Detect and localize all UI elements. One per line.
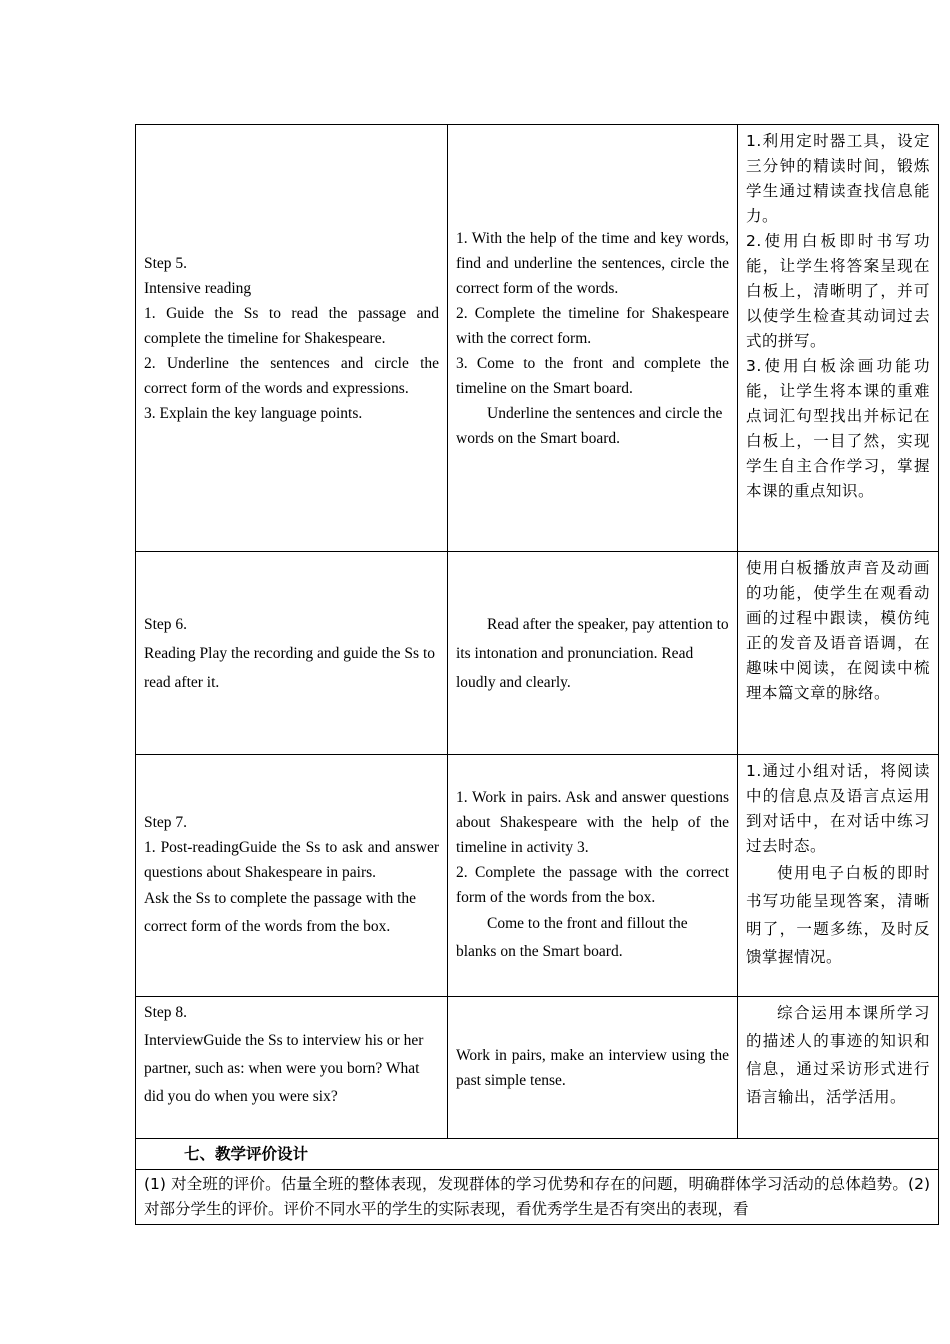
- step-8-teacher-cell: [136, 997, 448, 1139]
- step-title: Step 6.: [144, 615, 188, 633]
- student-activity: Come to the front and fillout the blanks on the Smart board.: [456, 915, 688, 960]
- step-7-design-cell: [738, 755, 939, 997]
- design-intent: 3.使用白板涂画功能功能，让学生将本课的重难点词汇句型找出并标记在白板上，一目了然，实现学生自主合作学习，掌握本课的重点知识。: [746, 357, 930, 500]
- lesson-plan-table: [135, 124, 939, 1225]
- section-title: 七、教学评价设计: [136, 1139, 939, 1170]
- student-activity: Read after the speaker, pay attention to its intonation and pronunciation. Read loudly and clearly.: [456, 615, 729, 691]
- step-8-row: [136, 997, 939, 1139]
- step-7-student-cell: [448, 755, 738, 997]
- design-intent: 1.利用定时器工具，设定三分钟的精读时间，锻炼学生通过精读查找信息能力。: [746, 132, 930, 225]
- step-title: Step 8.: [144, 1004, 188, 1021]
- student-activity: 3. Come to the front and complete the timeline on the Smart board.: [456, 354, 729, 397]
- design-intent: 使用电子白板的即时书写功能呈现答案，清晰明了，一题多练，及时反馈掌握情况。: [746, 864, 930, 966]
- design-intent: 2.使用白板即时书写功能，让学生将答案呈现在白板上，清晰明了，并可以使学生检查其动词过去式的拼写。: [746, 232, 930, 350]
- step-6-design-cell: [738, 552, 939, 755]
- step-5-row: [136, 125, 939, 552]
- teacher-activity: 1. Guide the Ss to read the passage and complete the timeline for Shakespeare.: [144, 304, 439, 347]
- step-6-student-cell: [448, 552, 738, 755]
- step-title: Step 5.: [144, 254, 188, 272]
- student-activity: 2. Complete the passage with the correct form of the words from the box.: [456, 864, 729, 906]
- step-6-row: [136, 552, 939, 755]
- step-name: Reading Play the recording and guide the Ss to read after it.: [144, 644, 435, 691]
- student-activity: 1. With the help of the time and key words, find and underline the sentences, circle the correct form of the words.: [456, 229, 729, 297]
- step-5-teacher-cell: [136, 125, 448, 552]
- student-activity: 1. Work in pairs. Ask and answer questions about Shakespeare with the help of the timeline in activity 3.: [456, 789, 729, 856]
- section-7-heading-row: [136, 1139, 939, 1170]
- step-5-student-cell: [448, 125, 738, 552]
- step-name: Intensive reading: [144, 279, 252, 297]
- design-intent: 使用白板播放声音及动画的功能，使学生在观看动画的过程中跟读，模仿纯正的发音及语音语调，在趣味中阅读，在阅读中梳理本篇文章的脉络。: [746, 559, 930, 702]
- step-7-row: [136, 755, 939, 997]
- student-activity: Underline the sentences and circle the words on the Smart board.: [456, 404, 723, 447]
- step-8-student-cell: [448, 997, 738, 1139]
- evaluation-cell: [136, 1170, 939, 1225]
- design-intent: 综合运用本课所学习的描述人的事迹的知识和信息，通过采访形式进行语言输出，活学活用。: [746, 1004, 930, 1106]
- teacher-activity: 1. Post-readingGuide the Ss to ask and answer questions about Shakespeare in pairs.: [144, 839, 439, 881]
- step-5-design-cell: [738, 125, 939, 552]
- teacher-activity: 2. Underline the sentences and circle the correct form of the words and expressions.: [144, 354, 439, 397]
- step-8-design-cell: [738, 997, 939, 1139]
- student-activity: Work in pairs, make an interview using the past simple tense.: [456, 1046, 729, 1089]
- step-7-teacher-cell: [136, 755, 448, 997]
- teacher-activity: 3. Explain the key language points.: [144, 404, 363, 422]
- teacher-activity: Ask the Ss to complete the passage with the correct form of the words from the box.: [144, 890, 417, 935]
- student-activity: 2. Complete the timeline for Shakespeare with the correct form.: [456, 304, 729, 347]
- step-title: Step 7.: [144, 814, 188, 831]
- evaluation-text: (1) 对全班的评价。估量全班的整体表现，发现群体的学习优势和存在的问题，明确群体学习活动的总体趋势。(2) 对部分学生的评价。评价不同水平的学生的实际表现，看优秀学生是否有突出的表现，看: [144, 1175, 930, 1218]
- design-intent: 1.通过小组对话，将阅读中的信息点及语言点运用到对话中，在对话中练习过去时态。: [746, 762, 930, 855]
- teacher-activity: InterviewGuide the Ss to interview his or her partner, such as: when were you born? What did you do when you were six?: [144, 1032, 424, 1105]
- section-7-text-row: [136, 1170, 939, 1225]
- step-6-teacher-cell: [136, 552, 448, 755]
